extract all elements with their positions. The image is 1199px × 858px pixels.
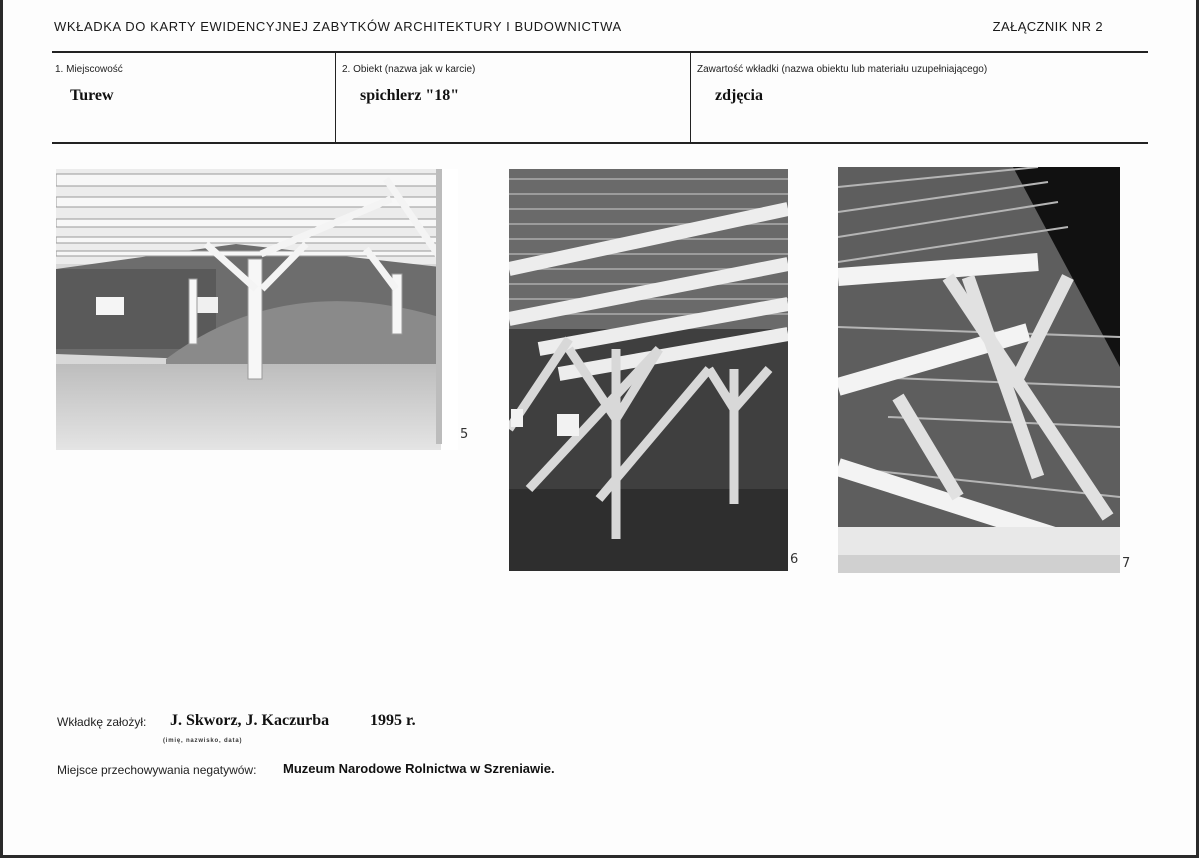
header-rule-top	[52, 51, 1148, 53]
author-year: 1995 r.	[370, 712, 416, 729]
object-value: spichlerz "18"	[360, 87, 460, 104]
roof-truss-closeup-photo	[838, 167, 1120, 573]
locality-value: Turew	[70, 87, 114, 104]
author-label: Wkładkę założył:	[57, 715, 147, 729]
object-label: 2. Obiekt (nazwa jak w karcie)	[342, 64, 476, 75]
contents-label: Zawartość wkładki (nazwa obiektu lub materiału uzupełniającego)	[697, 64, 988, 75]
roof-truss-photo	[509, 169, 788, 571]
storage-label: Miejsce przechowywania negatywów:	[57, 763, 257, 777]
photo-number-5: 5	[460, 427, 469, 442]
document-title: WKŁADKA DO KARTY EWIDENCYJNEJ ZABYTKÓW ARCHITEKTURY I BUDOWNICTWA	[54, 19, 622, 34]
field-divider-2	[690, 53, 691, 142]
granary-attic-interior-photo	[56, 169, 458, 450]
photo-number-7: 7	[1122, 556, 1131, 571]
scan-edge-left	[0, 0, 3, 858]
storage-value: Muzeum Narodowe Rolnictwa w Szreniawie.	[283, 761, 555, 776]
annex-number: ZAŁĄCZNIK NR 2	[992, 19, 1103, 34]
author-note: (imię, nazwisko, data)	[163, 738, 243, 744]
field-divider-1	[335, 53, 336, 142]
header-rule-bottom	[52, 142, 1148, 144]
author-names: J. Skworz, J. Kaczurba	[170, 712, 330, 729]
photo-number-6: 6	[790, 552, 799, 567]
contents-value: zdjęcia	[715, 87, 763, 104]
locality-label: 1. Miejscowość	[55, 64, 123, 75]
